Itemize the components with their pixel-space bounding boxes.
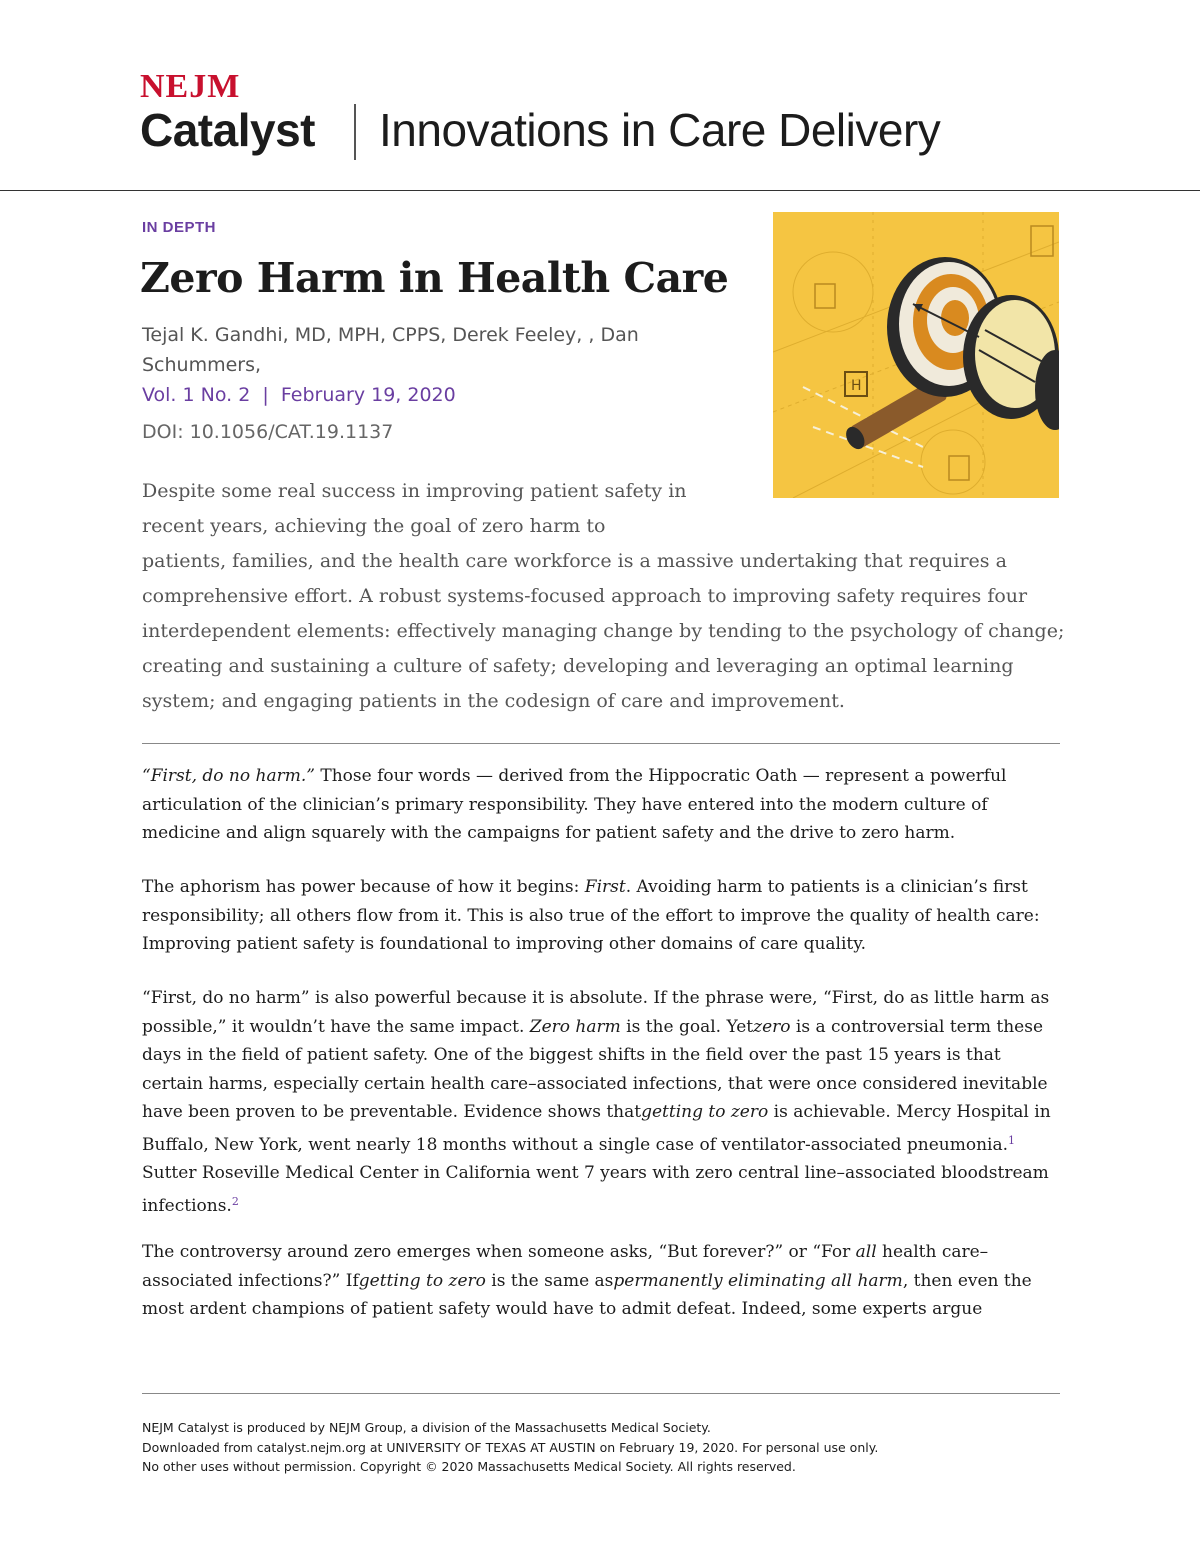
p4-italic-1: all xyxy=(855,1242,877,1262)
logo-catalyst: Catalyst xyxy=(140,104,315,156)
p2-italic: First xyxy=(584,877,626,897)
body-paragraph-2 xyxy=(142,873,1067,959)
abstract-continued: patients, families, and the health care workforce is a massive undertaking that requires a comprehensive effort. A robust systems-focused approach to improving safety requires four interdependent elements: effectively managing change by tending to the psychology of change; creating and sustaining a culture of safety; developing and leveraging an optimal learning system; and engaging patients in the codesign of care and improvement. xyxy=(142,550,1065,712)
p4-text-a: The controversy around zero emerges when someone asks, “But forever?” or “For xyxy=(142,1242,856,1262)
reference-link-1[interactable]: 1 xyxy=(1008,1133,1015,1147)
p2-text-a: The aphorism has power because of how it begins: xyxy=(142,877,585,897)
p3-text-a: “First, do no harm” is also powerful because it is absolute. If the phrase were, “First, do as little harm as possible,” it wouldn’t have the same impact. xyxy=(142,988,1050,1037)
section-kicker[interactable]: IN DEPTH xyxy=(142,219,217,236)
p3-italic-1: Zero harm xyxy=(529,1016,621,1037)
volume-line[interactable] xyxy=(142,384,456,406)
body-paragraph-1 xyxy=(142,762,1067,848)
reference-link-2[interactable]: 2 xyxy=(231,1194,239,1208)
logo-nejm: NEJM xyxy=(140,68,241,105)
page-footer xyxy=(142,1418,1072,1477)
article-doi[interactable]: DOI: 10.1056/CAT.19.1137 xyxy=(142,421,394,443)
quote-italic: “First, do no harm.” xyxy=(142,766,315,786)
p3-italic-3: getting to zero xyxy=(641,1102,769,1122)
footer-divider xyxy=(142,1393,1060,1394)
p4-italic-3: permanently eliminating all harm xyxy=(613,1270,903,1291)
article-authors[interactable]: Tejal K. Gandhi, MD, MPH, CPPS, Derek Feeley, , Dan Schummers, xyxy=(142,324,639,376)
p3-text-b: is the goal. Yet xyxy=(620,1016,754,1037)
footer-line-2: Downloaded from catalyst.nejm.org at UNIVERSITY OF TEXAS AT AUSTIN on February 19, 2020. For personal use only. xyxy=(142,1439,879,1455)
p4-text-d: , then even the most ardent champions of patient safety would have to admit defeat. Indeed, some experts argue xyxy=(142,1270,1032,1319)
abstract-lead: Despite some real success in improving patient safety in recent years, achieving the goal of zero harm to xyxy=(142,480,687,537)
illustration-svg xyxy=(773,212,1059,498)
p4-text-c: is the same as xyxy=(485,1270,614,1291)
section-divider xyxy=(142,743,1060,744)
p3-text-c: is a controversial term these days in the field of patient safety. One of the biggest shifts in the field over the past 15 years is that certain harms, especially certain health care–associated infections, that were once considered inevitable have been proven to be preventable. Evidence shows that xyxy=(142,1016,1048,1122)
target-arrow-illustration xyxy=(773,212,1059,498)
p2-text-b: . Avoiding harm to patients is a clinician’s first responsibility; all others flow from it. This is also true of the effort to improve the quality of health care: Improving patient safety is foundational to improving other domains of care quality. xyxy=(142,877,1040,954)
header-tagline: Innovations in Care Delivery xyxy=(379,104,941,156)
p3-italic-2: zero xyxy=(753,1016,791,1037)
body-paragraph-3 xyxy=(142,984,1067,1220)
footer-line-1: NEJM Catalyst is produced by NEJM Group, a division of the Massachusetts Medical Society. xyxy=(142,1420,711,1435)
body-paragraph-4 xyxy=(142,1238,1067,1324)
p4-italic-2: getting to zero xyxy=(358,1270,486,1291)
p4-text-b: health care–associated infections?” If xyxy=(142,1242,989,1291)
hospital-letter: H xyxy=(851,378,862,394)
logo-divider xyxy=(354,104,356,160)
volume-issue[interactable]: Vol. 1 No. 2 xyxy=(142,384,251,406)
header-rule xyxy=(0,190,1200,191)
article-title: Zero Harm in Health Care xyxy=(140,254,729,302)
publication-date[interactable]: February 19, 2020 xyxy=(280,384,456,406)
p3-text-e: Sutter Roseville Medical Center in California went 7 years with zero central line–associated bloodstream infections. xyxy=(142,1163,1049,1216)
p3-text-d: is achievable. Mercy Hospital in Buffalo, New York, went nearly 18 months without a single case of ventilator-associated pneumonia. xyxy=(142,1102,1051,1155)
p1-text: Those four words — derived from the Hippocratic Oath — represent a powerful articulation of the clinician’s primary responsibility. They have entered into the modern culture of medicine and align squarely with the campaigns for patient safety and the drive to zero harm. xyxy=(142,766,1007,843)
volume-separator: | xyxy=(256,384,281,406)
footer-line-3: No other uses without permission. Copyright © 2020 Massachusetts Medical Society. All rights reserved. xyxy=(142,1459,796,1474)
